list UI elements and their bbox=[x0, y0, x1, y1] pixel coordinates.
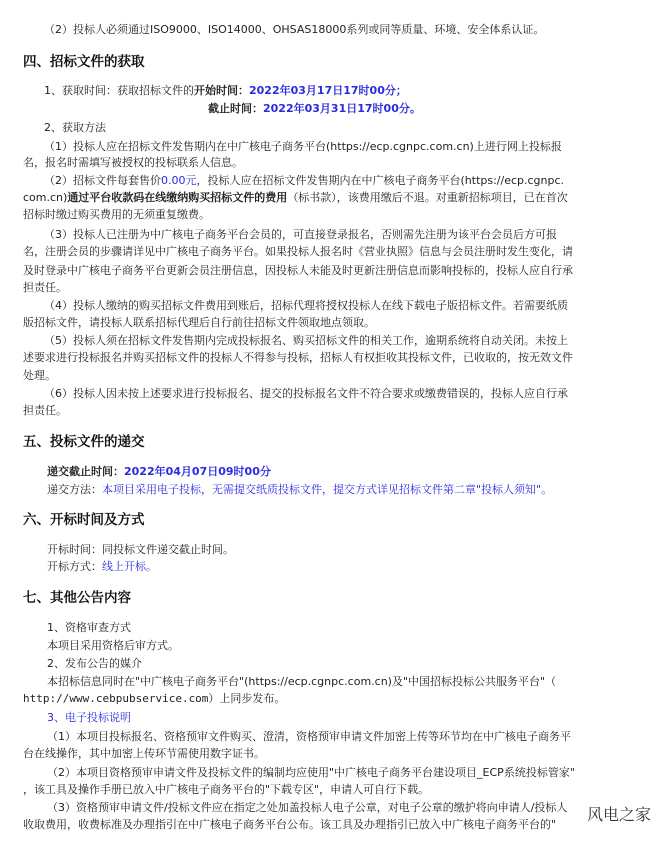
submission-deadline: 递交截止时间：2022年04月07日09时00分 bbox=[47, 465, 271, 478]
method-3-line-1: （3）投标人已注册为中广核电子商务平台会员的，可直接登录报名，否则需先注册为该平台会员后方可报 bbox=[44, 228, 557, 241]
e-bidding-heading: 3、电子投标说明 bbox=[47, 711, 131, 724]
method-3-line-3: 及时登录中广核电子商务平台更新会员注册信息，因投标人未能及时更新注册信息而影响投标的，投标人应自行承 bbox=[23, 264, 573, 277]
e-bidding-3-line-1: （3）资格预审申请文件/投标文件应在指定之处加盖投标人电子公章，对电子公章的缴护将向申请人/投标人 bbox=[47, 801, 568, 814]
e-bidding-1-line-2: 台在线操作，其中加密上传环节需使用数字证书。 bbox=[23, 747, 265, 760]
e-bidding-2-line-2: ，该工具及操作手册已放入中广核电子商务平台的"下载专区"，申请人可自行下载。 bbox=[23, 783, 430, 796]
method-5-line-2: 述要求进行投标报名并购买招标文件的投标人不得参与投标，招标人有权拒收其投标文件，已收取的，按无效文件 bbox=[23, 351, 573, 364]
media-line-2: http://www.cebpubservice.com）上同步发布。 bbox=[23, 692, 286, 705]
method-2-line-1: （2）招标文件每套售价0.00元，投标人应在招标文件发售期内在中广核电子商务平台(https://ecp.cgnpc. bbox=[44, 174, 565, 187]
section-4-title: 四、招标文件的获取 bbox=[23, 54, 145, 70]
acquisition-time: 1、获取时间：获取招标文件的开始时间：2022年03月17日17时00分； bbox=[44, 84, 407, 97]
section-6-title: 六、开标时间及方式 bbox=[23, 512, 145, 528]
method-2-line-3: 招标时缴过购买费用的无须重复缴费。 bbox=[23, 208, 210, 221]
method-2-line-2: com.cn)通过平台收款码在线缴纳购买招标文件的费用（标书款），该费用缴后不退。对重新招标项目，已在首次 bbox=[23, 191, 568, 204]
method-6-line-1: （6）投标人因未按上述要求进行投标报名、提交的投标报名文件不符合要求或缴费错误的，投标人应自行承 bbox=[44, 387, 568, 400]
watermark-logo: 风电之家 bbox=[586, 805, 651, 824]
media-heading: 2、发布公告的媒介 bbox=[47, 657, 142, 670]
method-5-line-3: 处理。 bbox=[23, 369, 56, 382]
section-7-title: 七、其他公告内容 bbox=[23, 590, 131, 606]
opening-time: 开标时间：同投标文件递交截止时间。 bbox=[47, 543, 234, 556]
method-1-line-1: （1）投标人应在招标文件发售期内在中广核电子商务平台(https://ecp.cgnpc.com.cn)上进行网上投标报 bbox=[44, 140, 562, 153]
qualification-heading: 1、资格审查方式 bbox=[47, 621, 131, 634]
method-3-line-2: 名，注册会员的步骤请详见中广核电子商务平台。如果投标人报名时《营业执照》信息与会员注册时发生变化，请 bbox=[23, 245, 573, 258]
method-1-line-2: 名，报名时需填写被授权的投标联系人信息。 bbox=[23, 156, 243, 169]
requirement-2: （2）投标人必须通过ISO9000、ISO14000、OHSAS18000系列或同等质量、环境、安全体系认证。 bbox=[44, 23, 545, 36]
qualification-body: 本项目采用资格后审方式。 bbox=[47, 639, 179, 652]
section-5-title: 五、投标文件的递交 bbox=[23, 434, 145, 450]
acquisition-method-heading: 2、获取方法 bbox=[44, 121, 106, 134]
method-5-line-1: （5）投标人须在招标文件发售期内完成投标报名、购买招标文件的相关工作，逾期系统将自动关闭。未按上 bbox=[44, 334, 568, 347]
method-4-line-1: （4）投标人缴纳的购买招标文件费用到账后，招标代理将授权投标人在线下载电子版招标文件。若需要纸质 bbox=[44, 299, 568, 312]
method-4-line-2: 版招标文件，请投标人联系招标代理后自行前往招标文件领取地点领取。 bbox=[23, 316, 375, 329]
opening-method: 开标方式：线上开标。 bbox=[47, 560, 157, 573]
media-line-1: 本招标信息同时在"中广核电子商务平台"(https://ecp.cgnpc.com.cn)及"中国招标投标公共服务平台"（ bbox=[47, 675, 557, 688]
e-bidding-1-line-1: （1）本项目投标报名、资格预审文件购买、澄清，资格预审申请文件加密上传等环节均在中广核电子商务平 bbox=[47, 730, 571, 743]
e-bidding-2-line-1: （2）本项目资格预审申请文件及投标文件的编制均应使用"中广核电子商务平台建设项目_ECP系统投标管家" bbox=[47, 766, 575, 779]
method-3-line-4: 担责任。 bbox=[23, 281, 67, 294]
method-6-line-2: 担责任。 bbox=[23, 404, 67, 417]
submission-method: 递交方法：本项目采用电子投标，无需提交纸质投标文件，提交方式详见招标文件第二章"投标人须知"。 bbox=[47, 483, 553, 496]
acquisition-end: 截止时间：2022年03月31日17时00分。 bbox=[208, 102, 421, 115]
e-bidding-3-line-2: 收取费用，收费标准及办理指引在中广核电子商务平台公布。该工具及办理指引已放入中广核电子商务平台的" bbox=[23, 818, 557, 831]
